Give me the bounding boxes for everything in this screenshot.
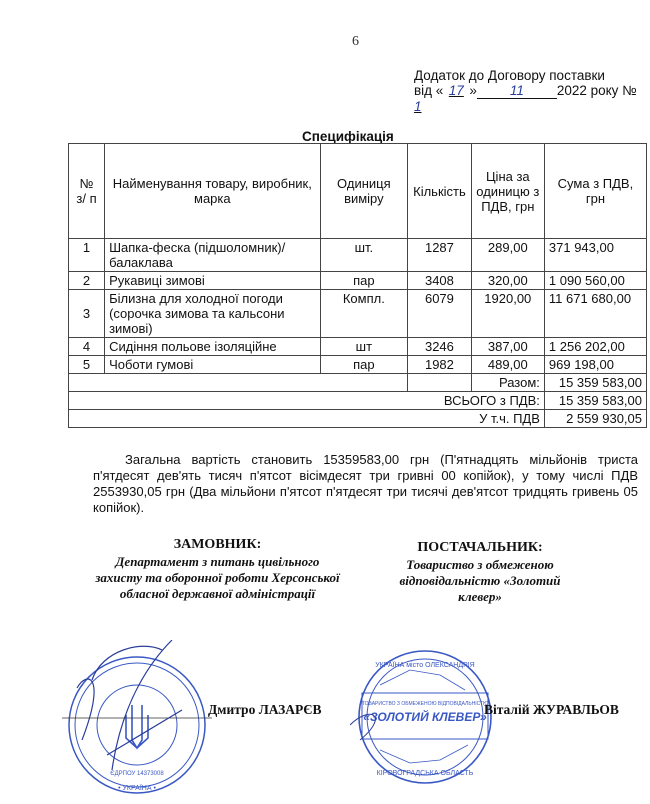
table-row xyxy=(69,239,647,272)
total-value: 2 559 930,05 xyxy=(544,410,646,428)
row-price: 1920,00 xyxy=(471,290,544,338)
svg-text:ЄДРПОУ 14373008: ЄДРПОУ 14373008 xyxy=(110,771,164,777)
header-no: № з/ п xyxy=(69,144,105,239)
row-unit: пар xyxy=(320,272,408,290)
total-value: 15 359 583,00 xyxy=(544,392,646,410)
total-label: ВСЬОГО з ПДВ: xyxy=(69,392,545,410)
row-price: 320,00 xyxy=(471,272,544,290)
svg-text:• УКРАЇНА •: • УКРАЇНА • xyxy=(118,785,156,792)
row-unit: Компл. xyxy=(320,290,408,338)
supplier-block xyxy=(385,540,575,605)
row-name: Шапка-феска (підшоломник)/балаклава xyxy=(105,239,320,272)
specification-table xyxy=(68,143,647,428)
total-value: 15 359 583,00 xyxy=(544,374,646,392)
total-label: Разом: xyxy=(471,374,544,392)
row-qty: 1287 xyxy=(408,239,472,272)
handwritten-number: 1 xyxy=(414,99,422,114)
handwritten-day: 17 xyxy=(448,83,464,98)
table-header-row xyxy=(69,144,647,239)
table-row xyxy=(69,356,647,374)
appendix-header xyxy=(414,68,637,114)
svg-text:«ЗОЛОТИЙ КЛЕВЕР»: «ЗОЛОТИЙ КЛЕВЕР» xyxy=(363,710,487,724)
spec-title: Специфікація xyxy=(302,129,394,144)
row-unit: шт xyxy=(320,338,408,356)
row-qty: 3246 xyxy=(408,338,472,356)
page-number: 6 xyxy=(352,34,359,49)
header-name: Найменування товару, виробник, марка xyxy=(105,144,320,239)
row-name: Білизна для холодної погоди (сорочка зимова та кальсони зимові) xyxy=(105,290,320,338)
row-sum: 1 090 560,00 xyxy=(544,272,646,290)
row-sum: 1 256 202,00 xyxy=(544,338,646,356)
table-row xyxy=(69,290,647,338)
customer-org: Департамент з питань цивільного захисту та оборонної роботи Херсонської обласної державної адміністрації xyxy=(95,554,340,601)
customer-block xyxy=(95,537,340,602)
row-no: 2 xyxy=(69,272,105,290)
row-qty: 6079 xyxy=(408,290,472,338)
total-label: У т.ч. ПДВ xyxy=(69,410,545,428)
row-name: Сидіння польове ізоляційне xyxy=(105,338,320,356)
svg-text:УКРАЇНА місто ОЛЕКСАНДРІЯ: УКРАЇНА місто ОЛЕКСАНДРІЯ xyxy=(375,662,475,669)
table-row xyxy=(69,338,647,356)
row-no: 3 xyxy=(69,290,105,338)
appendix-line1: Додаток до Договору поставки xyxy=(414,68,605,83)
header-price: Ціна за одиницю з ПДВ, грн xyxy=(471,144,544,239)
row-sum: 11 671 680,00 xyxy=(544,290,646,338)
svg-text:КІРОВОГРАДСЬКА ОБЛАСТЬ: КІРОВОГРАДСЬКА ОБЛАСТЬ xyxy=(376,770,474,777)
handwritten-month: 11 xyxy=(509,83,524,98)
header-unit: Одиниця виміру xyxy=(320,144,408,239)
header-sum: Сума з ПДВ, грн xyxy=(544,144,646,239)
row-name: Рукавиці зимові xyxy=(105,272,320,290)
appendix-mid: » xyxy=(469,83,477,98)
total-cost-paragraph: Загальна вартість становить 15359583,00 грн (П'ятнадцять мільйонів триста п'ятдесят дев'ять тисяч п'ятсот вісімдесят три гривні 00 копійок), у тому числі ПДВ 2553930,05 грн (Два мільйони п'ятсот п'ятдесят три тисячі дев'ятсот тридцять гривень 05 копійок). xyxy=(93,452,638,515)
total-row xyxy=(69,392,647,410)
row-sum: 969 198,00 xyxy=(544,356,646,374)
total-row xyxy=(69,410,647,428)
row-qty: 3408 xyxy=(408,272,472,290)
svg-text:ТОВАРИСТВО З ОБМЕЖЕНОЮ ВІДПОВІ: ТОВАРИСТВО З ОБМЕЖЕНОЮ ВІДПОВІДАЛЬНІСТЮ xyxy=(361,701,489,707)
supplier-heading: ПОСТАЧАЛЬНИК: xyxy=(417,540,543,555)
appendix-prefix: від « xyxy=(414,83,444,98)
row-sum: 371 943,00 xyxy=(544,239,646,272)
total-row xyxy=(69,374,647,392)
appendix-line2 xyxy=(414,83,637,99)
row-no: 5 xyxy=(69,356,105,374)
row-no: 4 xyxy=(69,338,105,356)
row-unit: шт. xyxy=(320,239,408,272)
row-price: 489,00 xyxy=(471,356,544,374)
row-name: Чоботи гумові xyxy=(105,356,320,374)
row-qty: 1982 xyxy=(408,356,472,374)
supplier-org: Товариство з обмеженою відповідальністю «Золотий клевер» xyxy=(399,557,561,604)
customer-signatory: Дмитро ЛАЗАРЄВ xyxy=(208,702,322,717)
header-qty: Кількість xyxy=(408,144,472,239)
customer-heading: ЗАМОВНИК: xyxy=(173,537,262,552)
customer-stamp-icon xyxy=(62,640,212,800)
row-price: 387,00 xyxy=(471,338,544,356)
row-price: 289,00 xyxy=(471,239,544,272)
supplier-stamp-icon xyxy=(350,645,500,795)
supplier-signatory: Віталій ЖУРАВЛЬОВ xyxy=(484,702,619,717)
row-no: 1 xyxy=(69,239,105,272)
table-row xyxy=(69,272,647,290)
row-unit: пар xyxy=(320,356,408,374)
appendix-year: 2022 року № xyxy=(556,83,637,98)
